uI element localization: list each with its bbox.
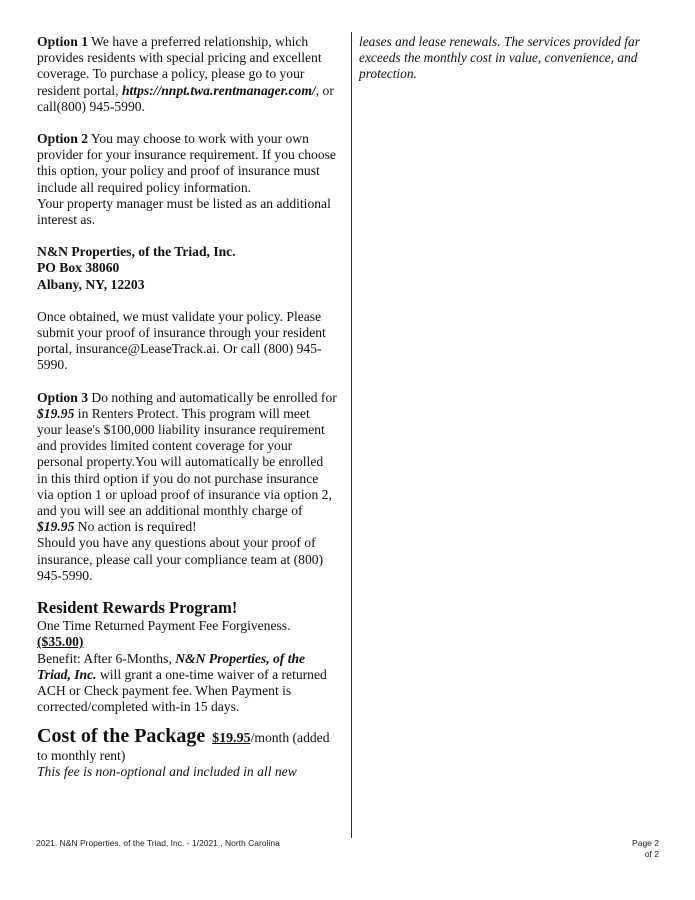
rewards-amount: ($35.00) xyxy=(37,634,84,650)
page-number-current: Page 2 xyxy=(632,838,659,848)
option-3-text-a: Do nothing and automatically be enrolled for xyxy=(91,389,337,405)
option-1-paragraph xyxy=(37,34,337,115)
cost-price: $19.95 xyxy=(212,731,251,747)
rewards-company: N&N Properties, of the Triad, Inc. xyxy=(37,650,306,682)
option-3-paragraph xyxy=(37,390,337,536)
option-1-label: Option 1 xyxy=(37,34,88,49)
option-2-paragraph xyxy=(37,131,337,196)
rewards-benefit-a: Benefit: After 6-Months, xyxy=(37,650,172,666)
right-column xyxy=(359,34,659,83)
option-3-label: Option 3 xyxy=(37,389,88,405)
rewards-benefit xyxy=(37,651,337,716)
questions-paragraph: Should you have any questions about your proof of insurance, please call your compliance team at (800) 945-5990. xyxy=(37,535,324,583)
cost-note: This fee is non-optional and included in all new xyxy=(37,763,297,779)
page-number-total: of 2 xyxy=(644,849,659,859)
option-2-text: You may choose to work with your own provider for your insurance requirement. If you choose this option, your policy and proof of insurance must include all required policy information. xyxy=(37,131,336,195)
option-2-label: Option 2 xyxy=(37,131,88,147)
column-divider xyxy=(351,32,352,838)
address-line-1: N&N Properties, of the Triad, Inc. xyxy=(37,244,236,260)
option-3-price-2: $19.95 xyxy=(37,519,75,535)
option-3-text-c: No action is required! xyxy=(77,519,197,535)
rewards-heading: Resident Rewards Program! xyxy=(37,598,238,618)
validate-paragraph: Once obtained, we must validate your policy. Please submit your proof of insurance through your resident portal, insurance@LeaseTrack.ai. Or call (800) 945-5990. xyxy=(37,308,326,373)
option-3-text-b: in Renters Protect. This program will meet your lease's $100,000 liability insurance requirement and provides limited content coverage for your personal property.You will automatically be enrolled in this third option if you do not purchase insurance via option 1 or upload proof of insurance via option 2, and you will see an additional monthly charge of xyxy=(37,405,332,519)
portal-link[interactable]: https://nnpt.twa.rentmanager.com/ xyxy=(121,82,316,98)
rewards-line-1: One Time Returned Payment Fee Forgiveness. xyxy=(37,618,291,634)
rewards-benefit-b: will grant a one-time waiver of a returned ACH or Check payment fee. When Payment is corrected/completed with-in 15 days. xyxy=(37,666,327,715)
right-column-text: leases and lease renewals. The services provided far exceeds the monthly cost in value, convenience, and protection. xyxy=(359,34,640,82)
footer-text: 2021. N&N Properties, of the Triad, Inc. - 1/2021 , North Carolina xyxy=(36,838,280,848)
cost-suffix: /month (added to monthly rent) xyxy=(37,730,330,763)
cost-paragraph xyxy=(37,725,337,763)
option-2-text2: Your property manager must be listed as an additional interest as. xyxy=(37,195,331,228)
option-1-text: We have a preferred relationship, which provides residents with special pricing and excellent coverage. To purchase a policy, please go to your resident portal, xyxy=(37,34,322,98)
cost-heading: Cost of the Package xyxy=(37,725,206,748)
option-3-price: $19.95 xyxy=(37,405,75,421)
address-line-2: PO Box 38060 xyxy=(37,260,120,276)
left-column xyxy=(37,34,337,780)
address-line-3: Albany, NY, 12203 xyxy=(37,276,145,292)
page-number xyxy=(632,838,659,860)
option-1-call: , or call(800) 945-5990. xyxy=(37,82,334,114)
